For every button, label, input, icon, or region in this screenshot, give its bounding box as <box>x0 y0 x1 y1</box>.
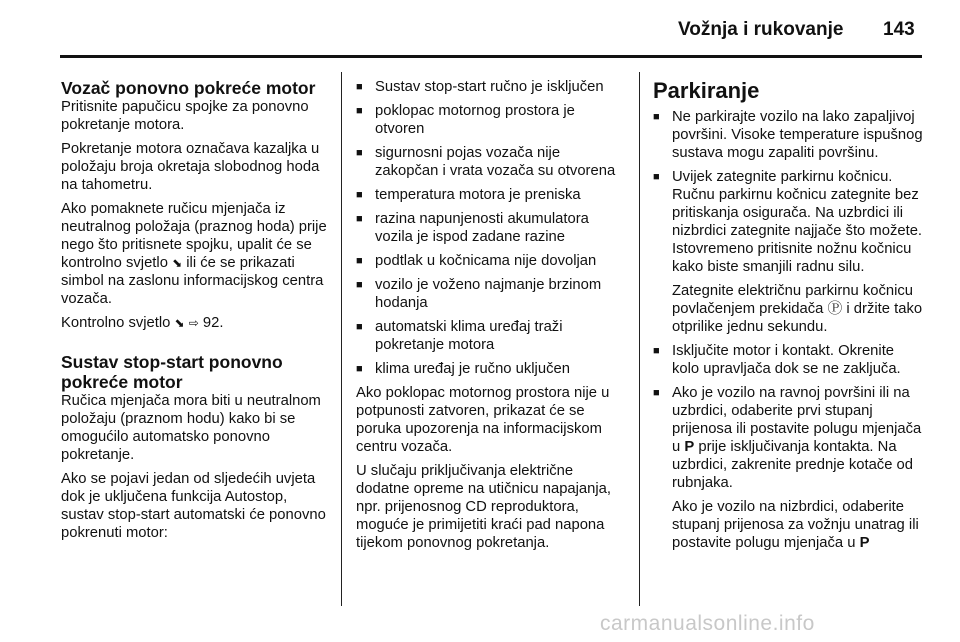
list-item-text: temperatura motora je preniska <box>375 187 581 203</box>
bullet-icon: ■ <box>653 171 660 183</box>
bullet-icon: ■ <box>356 81 363 93</box>
bullet-icon: ■ <box>356 189 363 201</box>
paragraph <box>61 314 327 332</box>
list-item-text: i držite tako otprilike jednu sekundu. <box>672 301 923 335</box>
parking-list <box>653 108 925 552</box>
paragraph: U slučaju priključivanja električne dodatne opreme na utičnicu napajanja, npr. prijenosnog CD reproduktora, moguće je primijetiti kraći pad napona tijekom ponovnog pokretanja. <box>356 463 612 551</box>
paragraph-text: ili će se prikazati simbol na zaslonu informacijskog centra vozača. <box>61 255 324 307</box>
paragraph: Ako poklopac motornog prostora nije u potpunosti zatvoren, prikazat će se poruka upozorenja na informacijskom centru vozača. <box>356 385 610 455</box>
list-item-text: Isključite motor i kontakt. Okrenite kolo upravljača dok se ne zaključa. <box>672 343 901 377</box>
list-item-text: klima uređaj je ručno uključen <box>375 361 570 377</box>
list-item <box>356 318 622 354</box>
list-item <box>356 252 622 270</box>
section-heading: Parkiranje <box>653 78 760 103</box>
list-item <box>356 78 622 96</box>
page-reference[interactable]: 92. <box>202 315 224 331</box>
list-item-text: vozilo je voženo najmanje brzinom hodanja <box>375 277 602 311</box>
bullet-icon: ■ <box>653 345 660 357</box>
header-rule <box>60 55 922 58</box>
column-divider <box>639 72 640 606</box>
indicator-lamp-icon: ⬊ <box>172 256 183 270</box>
column-middle <box>356 78 622 558</box>
list-item-text: razina napunjenosti akumulatora vozila je ispod zadane razine <box>375 211 589 245</box>
list-item-text: poklopac motornog prostora je otvoren <box>375 103 575 137</box>
list-item <box>356 360 622 378</box>
column-right <box>653 78 925 558</box>
bullet-icon: ■ <box>356 321 363 333</box>
gear-position-p: P <box>859 535 870 551</box>
parking-brake-switch-icon: Ⓟ <box>827 301 843 317</box>
reference-arrow-icon: ⇨ <box>188 316 199 330</box>
list-item-text: Ako je vozilo na ravnoj površini ili na uzbrdici, odaberite prvi stupanj prijenosa ili postavite polugu mjenjača u <box>672 385 922 455</box>
list-item-continuation <box>672 282 925 336</box>
bullet-icon: ■ <box>653 387 660 399</box>
list-item-text: automatski klima uređaj traži pokretanje motora <box>375 319 563 353</box>
bullet-icon: ■ <box>356 213 363 225</box>
header-title: Vožnja i rukovanje <box>678 19 844 40</box>
list-item <box>653 168 925 336</box>
paragraph: Ručica mjenjača mora biti u neutralnom položaju (praznom hodu) kako bi se omogućilo automatsko ponovno pokretanje. <box>61 393 321 463</box>
paragraph: Pritisnite papučicu spojke za ponovno pokretanje motora. <box>61 99 309 133</box>
paragraph: Pokretanje motora označava kazaljka u položaju broja okretaja slobodnog hoda na tahometru. <box>61 141 320 193</box>
bullet-icon: ■ <box>356 105 363 117</box>
bullet-icon: ■ <box>356 363 363 375</box>
list-item-text: Uvijek zategnite parkirnu kočnicu. Ručnu parkirnu kočnicu zategnite bez pritiskanja osigurača. Na uzbrdici ili nizbrdici zategnite najjače što možete. Istovremeno pritisnite nožnu kočnicu kako biste smanjili radnu silu. <box>672 169 923 275</box>
indicator-lamp-icon: ⬊ <box>174 316 185 330</box>
list-item-text: podtlak u kočnicama nije dovoljan <box>375 253 597 269</box>
page-header <box>0 0 960 60</box>
condition-list <box>356 78 622 378</box>
paragraph <box>61 200 327 308</box>
paragraph-text: Ako pomaknete ručicu mjenjača iz neutralnog položaja (praznog hoda) prije nego što pritisnete spojku, upalit će se kontrolno svjetlo <box>61 201 327 271</box>
column-left <box>61 78 327 548</box>
paragraph-text: Kontrolno svjetlo <box>61 315 171 331</box>
list-item-text: sigurnosni pojas vozača nije zakopčan i vrata vozača su otvorena <box>375 145 616 179</box>
list-item-text: prije isključivanja kontakta. Na uzbrdici, zakrenite prednje kotače od rubnjaka. <box>672 439 913 491</box>
section-heading: Vozač ponovno pokreće motor <box>61 78 316 98</box>
section-heading: Sustav stop-start ponovno pokreće motor <box>61 352 283 392</box>
list-item-text: Ako je vozilo na nizbrdici, odaberite stupanj prijenosa za vožnju unatrag ili postavite polugu mjenjača u <box>672 499 919 551</box>
list-item <box>653 342 925 378</box>
list-item-text: Sustav stop-start ručno je isključen <box>375 79 604 95</box>
list-item <box>356 210 622 246</box>
watermark: carmanualsonline.info <box>600 612 815 635</box>
bullet-icon: ■ <box>356 255 363 267</box>
list-item <box>356 102 622 138</box>
list-item-text: Zategnite električnu parkirnu kočnicu povlačenjem prekidača <box>672 283 913 317</box>
list-item <box>356 186 622 204</box>
bullet-icon: ■ <box>653 111 660 123</box>
column-divider <box>341 72 342 606</box>
list-item <box>653 384 925 552</box>
list-item-text: Ne parkirajte vozilo na lako zapaljivoj površini. Visoke temperature ispušnog sustava mogu zapaliti površinu. <box>672 109 923 161</box>
list-item <box>653 108 925 162</box>
list-item <box>356 276 622 312</box>
gear-position-p: P <box>684 439 695 455</box>
list-item-continuation <box>672 498 925 552</box>
bullet-icon: ■ <box>356 279 363 291</box>
paragraph: Ako se pojavi jedan od sljedećih uvjeta dok je uključena funkcija Autostop, sustav stop-start automatski će ponovno pokrenuti motor: <box>61 471 326 541</box>
page-number: 143 <box>883 19 915 40</box>
bullet-icon: ■ <box>356 147 363 159</box>
list-item <box>356 144 622 180</box>
